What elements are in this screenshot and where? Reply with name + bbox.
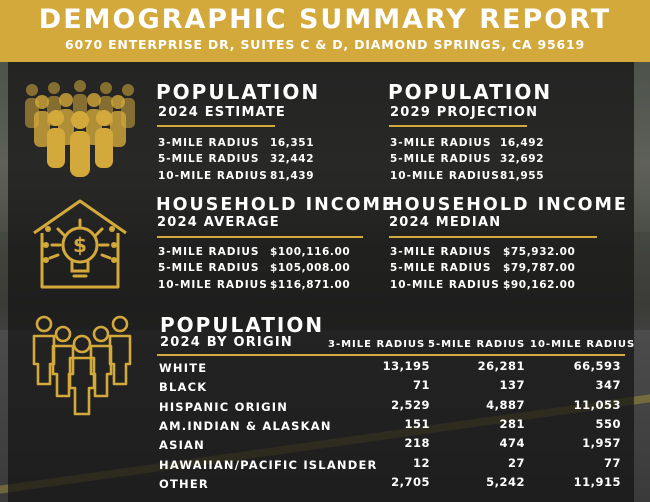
hhi-med-value: $75,932.00	[503, 246, 576, 258]
value-10mi: 1,957	[582, 436, 621, 450]
value-5mi: 4,887	[486, 398, 525, 412]
value-10mi: 77	[603, 456, 621, 470]
report-title: DEMOGRAPHIC SUMMARY REPORT	[38, 4, 612, 35]
value-10mi: 550	[595, 417, 621, 431]
pop-2024-value: 16,351	[270, 137, 315, 149]
value-3mi: 2,705	[391, 475, 430, 489]
value-10mi: 11,053	[573, 398, 621, 412]
pop-2024-label: 5-MILE RADIUS	[158, 153, 260, 165]
pop-2024-subtitle: 2024 ESTIMATE	[158, 105, 286, 120]
population-crowd-icon	[22, 80, 138, 180]
hhi-avg-value: $100,116.00	[270, 246, 351, 258]
hhi-med-value: $79,787.00	[503, 262, 576, 274]
header-bar	[0, 0, 650, 62]
pop-2024-title: POPULATION	[156, 80, 321, 104]
house-income-icon	[28, 195, 132, 293]
row-label: WHITE	[159, 361, 208, 375]
value-5mi: 474	[499, 436, 525, 450]
column-header-5mi: 5-MILE RADIUS	[428, 339, 526, 350]
hhi-med-rule	[389, 236, 597, 238]
value-5mi: 26,281	[477, 359, 525, 373]
value-10mi: 66,593	[573, 359, 621, 373]
pop-2029-value: 16,492	[500, 137, 545, 149]
value-3mi: 218	[404, 436, 430, 450]
pop-2029-value: 81,955	[500, 170, 545, 182]
pop-2029-title: POPULATION	[388, 80, 553, 104]
pop-2029-value: 32,692	[500, 153, 545, 165]
hhi-avg-subtitle: 2024 AVERAGE	[157, 215, 280, 230]
people-group-icon	[30, 310, 134, 418]
column-header-3mi: 3-MILE RADIUS	[328, 339, 426, 350]
hhi-avg-value: $105,008.00	[270, 262, 351, 274]
value-3mi: 13,195	[382, 359, 430, 373]
hhi-avg-label: 10-MILE RADIUS	[158, 279, 268, 291]
property-address: 6070 ENTERPRISE DR, SUITES C & D, DIAMOND SPRINGS, CA 95619	[64, 37, 586, 52]
hhi-med-title: HOUSEHOLD INCOME	[388, 195, 628, 215]
row-label: ASIAN	[159, 438, 205, 452]
row-label: OTHER	[159, 477, 209, 491]
origin-title: POPULATION	[160, 313, 325, 337]
hhi-avg-title: HOUSEHOLD INCOME	[156, 195, 396, 215]
column-header-10mi: 10-MILE RADIUS	[530, 339, 636, 350]
pop-2029-label: 3-MILE RADIUS	[390, 137, 492, 149]
pop-2024-value: 32,442	[270, 153, 315, 165]
hhi-med-subtitle: 2024 MEDIAN	[389, 215, 502, 230]
pop-2029-label: 10-MILE RADIUS	[390, 170, 500, 182]
value-5mi: 27	[507, 456, 525, 470]
value-5mi: 281	[499, 417, 525, 431]
origin-rule	[157, 354, 625, 356]
row-label: HISPANIC ORIGIN	[159, 400, 289, 414]
value-3mi: 2,529	[391, 398, 430, 412]
value-5mi: 5,242	[486, 475, 525, 489]
pop-2029-rule	[389, 125, 527, 127]
row-label: HAWAIIAN/PACIFIC ISLANDER	[159, 458, 378, 472]
hhi-avg-value: $116,871.00	[270, 279, 351, 291]
pop-2024-rule	[157, 125, 275, 127]
value-3mi: 151	[404, 417, 430, 431]
value-10mi: 347	[595, 378, 621, 392]
pop-2024-label: 3-MILE RADIUS	[158, 137, 260, 149]
value-3mi: 71	[412, 378, 430, 392]
hhi-med-value: $90,162.00	[503, 279, 576, 291]
pop-2024-label: 10-MILE RADIUS	[158, 170, 268, 182]
hhi-avg-label: 3-MILE RADIUS	[158, 246, 260, 258]
pop-2029-label: 5-MILE RADIUS	[390, 153, 492, 165]
hhi-avg-label: 5-MILE RADIUS	[158, 262, 260, 274]
row-label: AM.INDIAN & ALASKAN	[159, 419, 332, 433]
hhi-med-label: 10-MILE RADIUS	[390, 279, 500, 291]
origin-subtitle: 2024 BY ORIGIN	[160, 335, 293, 350]
hhi-med-label: 5-MILE RADIUS	[390, 262, 492, 274]
value-3mi: 12	[412, 456, 430, 470]
row-label: BLACK	[159, 380, 208, 394]
hhi-med-label: 3-MILE RADIUS	[390, 246, 492, 258]
hhi-avg-rule	[157, 236, 363, 238]
pop-2024-value: 81,439	[270, 170, 315, 182]
value-5mi: 137	[499, 378, 525, 392]
svg-text:$: $	[73, 233, 87, 257]
value-10mi: 11,915	[573, 475, 621, 489]
pop-2029-subtitle: 2029 PROJECTION	[390, 105, 539, 120]
